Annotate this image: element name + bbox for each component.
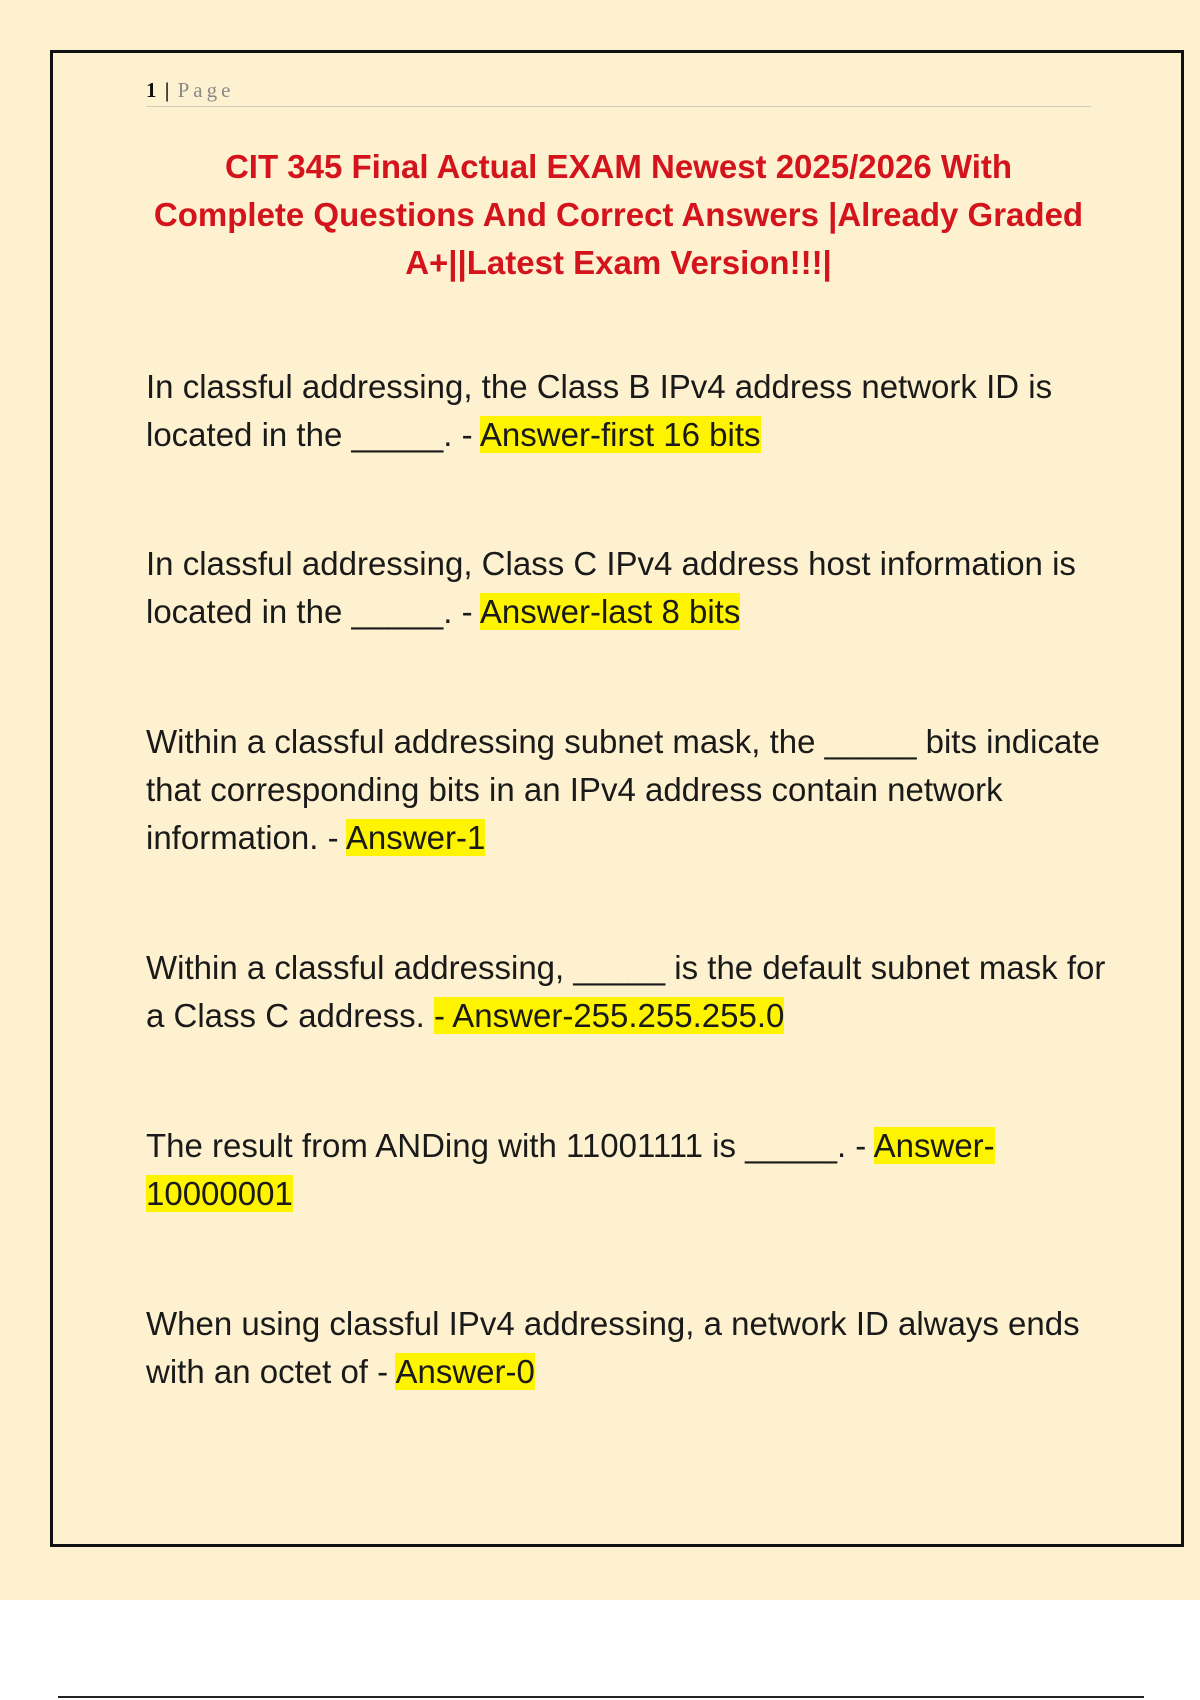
question-text: In classful addressing, the Class B IPv4 address network ID is located in the _____. - — [146, 368, 1053, 453]
qa-item — [146, 1122, 1106, 1218]
qa-item — [146, 363, 1106, 459]
qa-item — [146, 718, 1106, 862]
document-page — [50, 50, 1184, 1547]
answer-highlight: Answer-0 — [395, 1353, 535, 1390]
question-text: The result from ANDing with 11001111 is _____. - — [146, 1127, 874, 1164]
question-text: Within a classful addressing, _____ is the default subnet mask for a Class C address. — [146, 949, 1106, 1034]
qa-item — [146, 1300, 1106, 1396]
answer-highlight: Answer-10000001 — [146, 1127, 995, 1212]
answer-highlight: Answer-1 — [345, 819, 486, 856]
question-text: Within a classful addressing subnet mask, the _____ bits indicate that corresponding bits in an IPv4 address contain network information. - — [146, 723, 1100, 856]
answer-highlight: Answer-last 8 bits — [479, 593, 741, 630]
page-separator: | — [164, 78, 170, 102]
question-text: In classful addressing, Class C IPv4 address host information is located in the _____. - — [146, 545, 1076, 630]
qa-item — [146, 540, 1106, 636]
answer-highlight: Answer-first 16 bits — [479, 416, 761, 453]
page-number: 1 — [146, 78, 157, 102]
qa-item — [146, 944, 1106, 1040]
page-header — [146, 76, 1091, 107]
document-title: CIT 345 Final Actual EXAM Newest 2025/2026 With Complete Questions And Correct Answers |Already Graded A+||Latest Exam Version!!!| — [153, 148, 1084, 281]
next-page-rule — [58, 1696, 1144, 1698]
question-text: When using classful IPv4 addressing, a network ID always ends with an octet of - — [146, 1305, 1080, 1390]
answer-highlight: - Answer-255.255.255.0 — [433, 997, 785, 1034]
page-label: Page — [177, 78, 235, 102]
